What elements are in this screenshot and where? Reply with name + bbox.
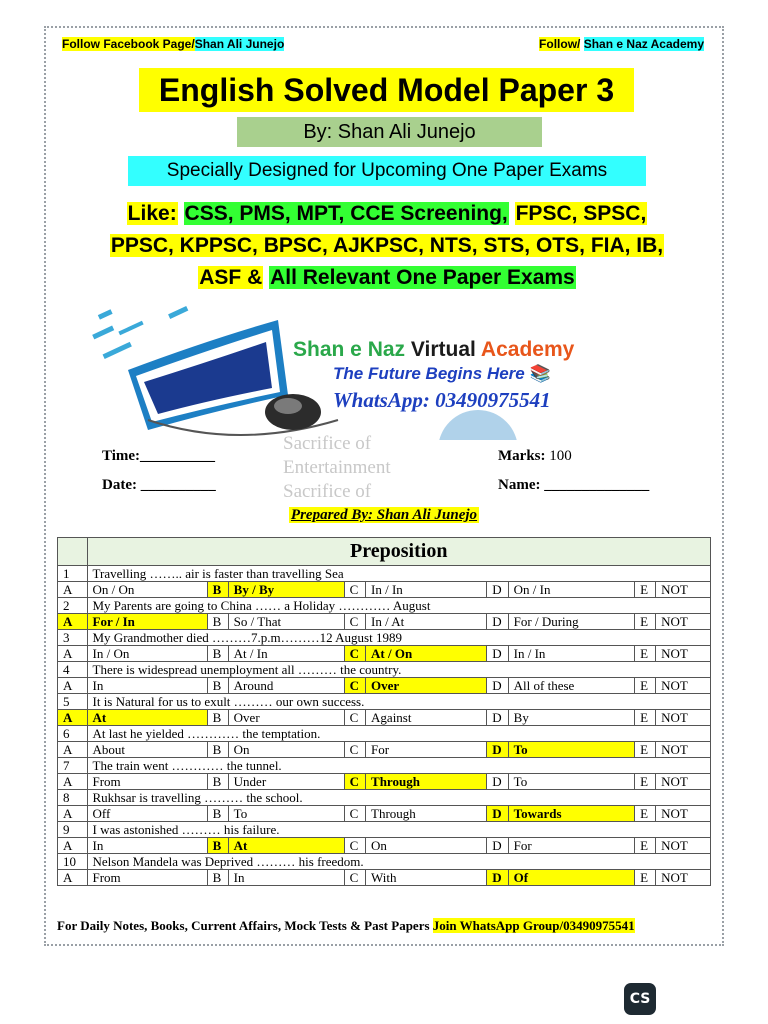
options-row — [58, 838, 711, 854]
facebook-name: Shan Ali Junejo — [194, 37, 285, 51]
correct-option: At — [87, 710, 207, 726]
question-number: 8 — [58, 790, 88, 806]
heading-corner — [58, 538, 88, 566]
option-letter: A — [58, 614, 88, 630]
option-text: NOT — [656, 742, 711, 758]
option-text: NOT — [656, 614, 711, 630]
options-row — [58, 870, 711, 886]
option-letter: D — [487, 806, 508, 822]
question-number: 3 — [58, 630, 88, 646]
option-letter: A — [58, 582, 88, 598]
question-text: My Parents are going to China …… a Holiday ………… August — [87, 598, 711, 614]
option-letter: E — [635, 838, 656, 854]
option-letter: C — [344, 838, 365, 854]
option-text: At / In — [228, 646, 344, 662]
table-heading: Preposition — [87, 538, 711, 566]
correct-option: Over — [366, 678, 487, 694]
question-row — [58, 662, 711, 678]
time-field: Time:__________ — [102, 448, 216, 464]
question-text: It is Natural for us to exult ……… our own success. — [87, 694, 711, 710]
option-text: For / During — [508, 614, 634, 630]
mcq-table — [57, 537, 711, 886]
option-letter: A — [58, 806, 88, 822]
exam-list-part1: CSS, PMS, MPT, CCE Screening, — [184, 202, 508, 225]
watermark-line3: Sacrifice of — [283, 481, 372, 502]
options-row — [58, 678, 711, 694]
option-text: Under — [228, 774, 344, 790]
books-icon: 📚 — [529, 364, 551, 383]
question-row — [58, 758, 711, 774]
option-letter: D — [487, 742, 508, 758]
mcq-body — [58, 538, 711, 886]
option-letter: A — [58, 742, 88, 758]
prepared-by — [0, 507, 768, 524]
question-row — [58, 630, 711, 646]
date-field: Date: __________ — [102, 477, 216, 493]
option-letter: E — [635, 742, 656, 758]
option-letter: E — [635, 774, 656, 790]
option-text: On / In — [508, 582, 634, 598]
option-text: NOT — [656, 806, 711, 822]
option-letter: B — [207, 838, 228, 854]
option-text: For — [366, 742, 487, 758]
correct-option: Towards — [508, 806, 634, 822]
option-text: All of these — [508, 678, 634, 694]
exam-list-line2: PPSC, KPPSC, BPSC, AJKPSC, NTS, STS, OTS, FIA, IB, — [110, 234, 664, 257]
option-letter: E — [635, 806, 656, 822]
watermark-line1: Sacrifice of — [283, 433, 372, 454]
option-letter: C — [344, 678, 365, 694]
option-letter: B — [207, 614, 228, 630]
name-field: Name: ______________ — [498, 477, 650, 493]
correct-option: To — [508, 742, 634, 758]
option-text: NOT — [656, 678, 711, 694]
option-text: To — [228, 806, 344, 822]
option-letter: A — [58, 774, 88, 790]
option-letter: B — [207, 742, 228, 758]
option-text: NOT — [656, 870, 711, 886]
exam-list-lead: Like: — [127, 202, 177, 225]
question-number: 10 — [58, 854, 88, 870]
option-letter: B — [207, 806, 228, 822]
option-text: In — [87, 678, 207, 694]
academy-name-part1: Shan e Naz — [293, 338, 406, 361]
academy-banner — [88, 300, 686, 440]
option-text: NOT — [656, 646, 711, 662]
question-number: 5 — [58, 694, 88, 710]
prepared-by-text: Prepared By: Shan Ali Junejo — [290, 507, 478, 523]
option-text: On — [366, 838, 487, 854]
option-letter: C — [344, 614, 365, 630]
option-letter: C — [344, 710, 365, 726]
option-letter: C — [344, 806, 365, 822]
table-heading-row — [58, 538, 711, 566]
option-text: NOT — [656, 582, 711, 598]
question-text: The train went ………… the tunnel. — [87, 758, 711, 774]
option-text: From — [87, 774, 207, 790]
question-number: 1 — [58, 566, 88, 582]
option-letter: E — [635, 710, 656, 726]
camscanner-badge: CS — [624, 983, 656, 1015]
option-letter: C — [344, 582, 365, 598]
option-text: Around — [228, 678, 344, 694]
option-letter: B — [207, 678, 228, 694]
academy-tagline — [333, 364, 551, 384]
footer — [57, 918, 635, 934]
option-letter: B — [207, 582, 228, 598]
option-text: About — [87, 742, 207, 758]
option-text: On — [228, 742, 344, 758]
correct-option: At / On — [366, 646, 487, 662]
option-letter: C — [344, 870, 365, 886]
footer-text: For Daily Notes, Books, Current Affairs, Mock Tests & Past Papers — [57, 918, 430, 933]
option-text: For — [508, 838, 634, 854]
option-letter: A — [58, 710, 88, 726]
option-text: By — [508, 710, 634, 726]
question-number: 2 — [58, 598, 88, 614]
option-letter: D — [487, 870, 508, 886]
question-text: Travelling …….. air is faster than travelling Sea — [87, 566, 711, 582]
option-letter: D — [487, 614, 508, 630]
question-row — [58, 790, 711, 806]
question-text: There is widespread unemployment all ……… the country. — [87, 662, 711, 678]
question-number: 9 — [58, 822, 88, 838]
option-text: In — [228, 870, 344, 886]
option-text: In / In — [508, 646, 634, 662]
exam-list — [98, 198, 676, 294]
option-letter: E — [635, 582, 656, 598]
exam-list-line3a: ASF & — [199, 266, 263, 289]
option-text: NOT — [656, 774, 711, 790]
facebook-follow — [62, 37, 284, 51]
question-text: I was astonished ……… his failure. — [87, 822, 711, 838]
watermark-line2: Entertainment — [283, 457, 391, 478]
options-row — [58, 614, 711, 630]
option-text: Through — [366, 806, 487, 822]
academy-tagline-text: The Future Begins Here — [333, 364, 525, 383]
option-letter: A — [58, 646, 88, 662]
question-row — [58, 854, 711, 870]
options-row — [58, 742, 711, 758]
question-text: Nelson Mandela was Deprived ……… his freedom. — [87, 854, 711, 870]
options-row — [58, 646, 711, 662]
question-number: 4 — [58, 662, 88, 678]
option-text: With — [366, 870, 487, 886]
option-letter: B — [207, 870, 228, 886]
correct-option: For / In — [87, 614, 207, 630]
option-letter: A — [58, 870, 88, 886]
option-text: Against — [366, 710, 487, 726]
option-letter: D — [487, 678, 508, 694]
options-row — [58, 774, 711, 790]
correct-option: By / By — [228, 582, 344, 598]
option-letter: B — [207, 774, 228, 790]
option-letter: D — [487, 646, 508, 662]
academy-name-part3: Academy — [480, 338, 575, 361]
option-text: In / At — [366, 614, 487, 630]
option-text: Off — [87, 806, 207, 822]
option-letter: D — [487, 774, 508, 790]
question-text: Rukhsar is travelling ……… the school. — [87, 790, 711, 806]
option-letter: E — [635, 614, 656, 630]
marks-value: 100 — [549, 448, 572, 464]
option-letter: B — [207, 646, 228, 662]
correct-option: Of — [508, 870, 634, 886]
footer-join: Join WhatsApp Group/03490975541 — [432, 918, 635, 933]
subtitle: Specially Designed for Upcoming One Paper Exams — [128, 156, 646, 186]
page-title: English Solved Model Paper 3 — [139, 68, 634, 112]
option-text: NOT — [656, 838, 711, 854]
question-number: 6 — [58, 726, 88, 742]
question-row — [58, 566, 711, 582]
option-letter: D — [487, 582, 508, 598]
option-letter: D — [487, 838, 508, 854]
question-row — [58, 822, 711, 838]
facebook-label: Follow Facebook Page/ — [62, 37, 195, 51]
option-text: So / That — [228, 614, 344, 630]
correct-option: At — [228, 838, 344, 854]
option-text: In — [87, 838, 207, 854]
exam-list-line3b: All Relevant One Paper Exams — [270, 266, 575, 289]
option-text: To — [508, 774, 634, 790]
option-letter: B — [207, 710, 228, 726]
option-text: On / On — [87, 582, 207, 598]
correct-option: Through — [366, 774, 487, 790]
option-letter: A — [58, 838, 88, 854]
exam-list-part2: FPSC, SPSC, — [515, 202, 647, 225]
byline: By: Shan Ali Junejo — [237, 117, 542, 147]
question-number: 7 — [58, 758, 88, 774]
question-row — [58, 726, 711, 742]
option-letter: C — [344, 774, 365, 790]
question-row — [58, 694, 711, 710]
academy-name — [293, 338, 574, 362]
marks-label: Marks: — [498, 448, 546, 464]
question-text: My Grandmother died ………7.p.m………12 August 1989 — [87, 630, 711, 646]
options-row — [58, 806, 711, 822]
options-row — [58, 582, 711, 598]
options-row — [58, 710, 711, 726]
academy-whatsapp: WhatsApp: 03490975541 — [333, 388, 551, 412]
option-letter: C — [344, 646, 365, 662]
option-text: In / On — [87, 646, 207, 662]
option-text: NOT — [656, 710, 711, 726]
academy-name-part2: Virtual — [410, 338, 476, 361]
watermark — [283, 432, 463, 504]
option-letter: E — [635, 678, 656, 694]
option-text: From — [87, 870, 207, 886]
question-row — [58, 598, 711, 614]
option-letter: D — [487, 710, 508, 726]
option-text: In / In — [366, 582, 487, 598]
question-text: At last he yielded ………… the temptation. — [87, 726, 711, 742]
academy-follow — [539, 37, 704, 51]
option-letter: C — [344, 742, 365, 758]
follow-label: Follow/ — [539, 37, 581, 51]
option-letter: A — [58, 678, 88, 694]
follow-name: Shan e Naz Academy — [583, 37, 704, 51]
option-letter: E — [635, 646, 656, 662]
option-text: Over — [228, 710, 344, 726]
option-letter: E — [635, 870, 656, 886]
marks-field — [498, 448, 572, 465]
